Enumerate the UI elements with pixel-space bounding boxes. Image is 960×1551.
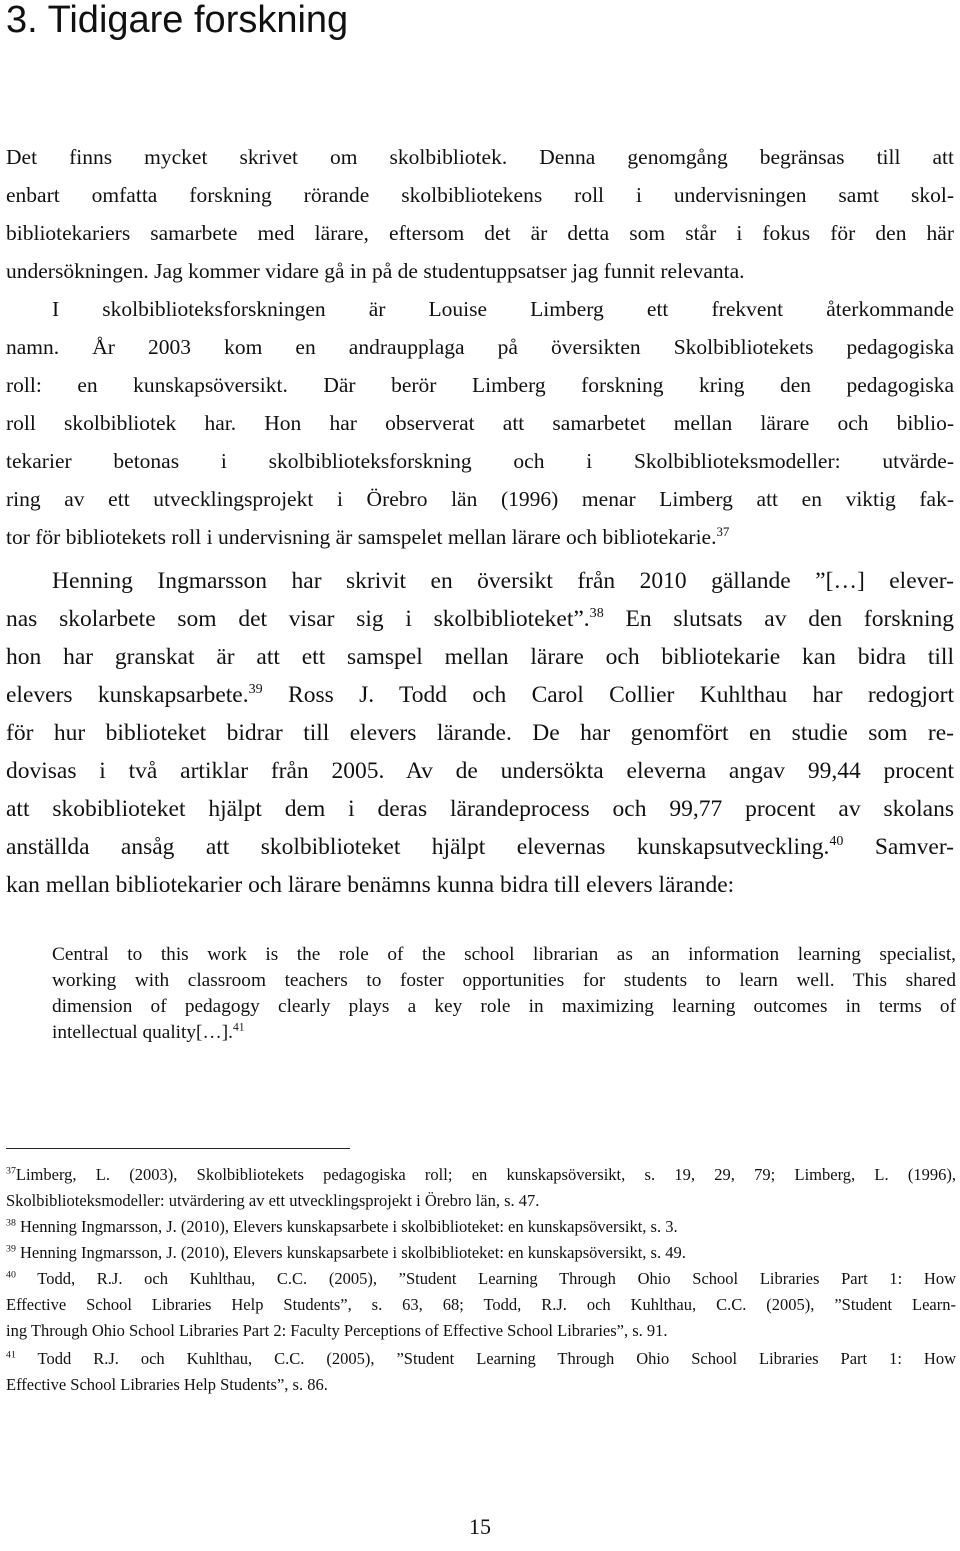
page-number: 15: [469, 1514, 491, 1539]
footnote-ref[interactable]: 37: [716, 524, 730, 539]
footnote-line: [6, 1346, 956, 1372]
body-line: bibliotekariers samarbete med lärare, eftersom det är detta som står i fokus för den här: [6, 221, 954, 245]
body-line: roll skolbibliotek har. Hon har observerat att samarbetet mellan lärare och biblio-: [6, 411, 954, 435]
body-line: [6, 828, 954, 866]
footnote-number: 41: [6, 1349, 16, 1361]
footnote-text: Todd R.J. och Kuhlthau, C.C. (2005), ”Student Learning Through Ohio School Libraries Part 1: How: [15, 1349, 956, 1368]
quote-line: [52, 1020, 956, 1046]
body-line: att skobiblioteket hjälpt dem i deras lärandeprocess och 99,77 procent av skolans: [6, 796, 954, 822]
body-text-run: elevers kunskapsarbete.: [6, 682, 249, 708]
quote-line: Central to this work is the role of the school librarian as an information learning specialist,: [52, 944, 956, 965]
body-text-run: tor för bibliotekets roll i undervisning är samspelet mellan lärare och bibliotekarie.: [6, 525, 717, 549]
footnote-line: Effective School Libraries Help Students”, s. 86.: [6, 1375, 328, 1394]
body-line: ring av ett utvecklingsprojekt i Örebro län (1996) menar Limberg att en viktig fak-: [6, 487, 954, 511]
body-line: Det finns mycket skrivet om skolbibliotek. Denna genomgång begränsas till att: [6, 145, 954, 169]
footnote-ref[interactable]: 38: [589, 605, 604, 622]
body-text-run: nas skolarbete som det visar sig i skolbiblioteket”.: [6, 606, 590, 632]
footnote-number: 39: [6, 1243, 16, 1255]
body-line: för hur biblioteket bidrar till elevers lärande. De har genomfört en studie som re-: [6, 720, 954, 746]
footnote-separator: [6, 1148, 350, 1149]
body-line: namn. År 2003 kom en andraupplaga på översikten Skolbibliotekets pedagogiska: [6, 335, 954, 359]
footnote-ref[interactable]: 40: [829, 833, 844, 850]
footnote-line: Effective School Libraries Help Students”, s. 63, 68; Todd, R.J. och Kuhlthau, C.C. (2005), ”Student Learn-: [6, 1295, 956, 1314]
body-line: undersökningen. Jag kommer vidare gå in på de studentuppsatser jag funnit relevanta.: [6, 259, 745, 283]
body-line: enbart omfatta forskning rörande skolbibliotekens roll i undervisningen samt skol-: [6, 183, 954, 207]
footnote-ref[interactable]: 41: [232, 1020, 245, 1034]
footnote-ref[interactable]: 39: [248, 681, 263, 698]
body-text-run: Samver-: [843, 834, 955, 860]
footnote-line: [6, 1162, 956, 1188]
footnote-text: Todd, R.J. och Kuhlthau, C.C. (2005), ”Student Learning Through Ohio School Libraries Part 1: How: [15, 1269, 956, 1288]
body-line: hon har granskat är att ett samspel mellan lärare och bibliotekarie kan bidra till: [6, 644, 954, 670]
body-line: [6, 600, 954, 638]
body-text-run: Ross J. Todd och Carol Collier Kuhlthau har redogjort: [262, 682, 954, 708]
footnote-number: 38: [6, 1217, 16, 1229]
body-line: I skolbiblioteksforskningen är Louise Limberg ett frekvent återkommande: [52, 297, 954, 321]
body-text-run: anställda ansåg att skolbiblioteket hjälpt elevernas kunskapsutveckling.: [6, 834, 830, 860]
body-text-run: En slutsats av den forskning: [603, 606, 954, 632]
quote-text-run: intellectual quality[…].: [52, 1022, 233, 1043]
footnote-line: Skolbiblioteksmodeller: utvärdering av ett utvecklingsprojekt i Örebro län, s. 47.: [6, 1191, 540, 1210]
footnote-text: Henning Ingmarsson, J. (2010), Elevers kunskapsarbete i skolbiblioteket: en kunskapsöversikt, s. 3.: [15, 1217, 678, 1236]
footnote-line: [6, 1266, 956, 1292]
footnote-line: [6, 1214, 956, 1240]
quote-line: working with classroom teachers to foster opportunities for students to learn well. This shared: [52, 970, 956, 991]
footnote-text: Henning Ingmarsson, J. (2010), Elevers kunskapsarbete i skolbiblioteket: en kunskapsöversikt, s. 49.: [15, 1243, 686, 1262]
body-line: roll: en kunskapsöversikt. Där berör Limberg forskning kring den pedagogiska: [6, 373, 954, 397]
section-heading: 3. Tidigare forskning: [6, 0, 349, 41]
footnote-line: ing Through Ohio School Libraries Part 2: Faculty Perceptions of Effective School Libraries”, s. 91.: [6, 1321, 668, 1340]
body-line: Henning Ingmarsson har skrivit en översikt från 2010 gällande ”[…] elever-: [52, 568, 954, 594]
footnote-text: Limberg, L. (2003), Skolbibliotekets pedagogiska roll; en kunskapsöversikt, s. 19, 29, 79; Limberg, L. (1996),: [15, 1165, 956, 1184]
footnote-number: 40: [6, 1269, 16, 1281]
footnote-line: [6, 1240, 956, 1266]
body-line: kan mellan bibliotekarier och lärare benämns kunna bidra till elevers lärande:: [6, 872, 735, 898]
body-line: [6, 676, 954, 714]
body-line: dovisas i två artiklar från 2005. Av de undersökta eleverna angav 99,44 procent: [6, 758, 954, 784]
body-line: [6, 518, 954, 556]
footnote-number: 37: [6, 1165, 16, 1177]
quote-line: dimension of pedagogy clearly plays a key role in maximizing learning outcomes in terms of: [52, 996, 956, 1017]
body-line: tekarier betonas i skolbiblioteksforskning och i Skolbiblioteksmodeller: utvärde-: [6, 449, 954, 473]
